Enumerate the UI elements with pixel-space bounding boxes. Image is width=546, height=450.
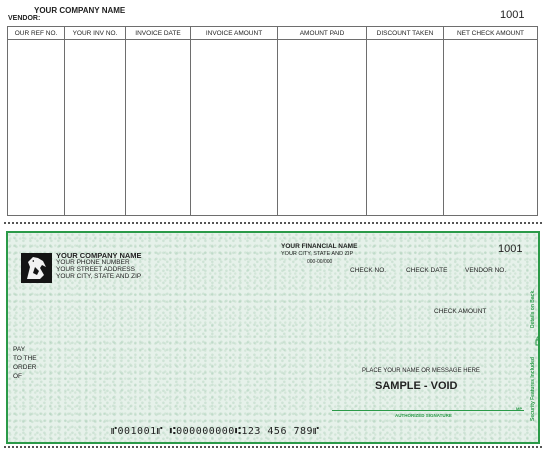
column-header: OUR REF NO. <box>8 27 64 40</box>
column-amount-paid <box>278 27 367 215</box>
stub-vendor-label: VENDOR: <box>8 15 41 22</box>
check-no-label: CHECK NO. <box>350 267 387 274</box>
column-discount-taken <box>367 27 444 215</box>
pay-to-the-order-of <box>13 345 53 381</box>
check-amount-label: CHECK AMOUNT <box>434 308 487 315</box>
company-phone: YOUR PHONE NUMBER <box>56 259 130 266</box>
check-date-label: CHECK DATE <box>406 267 448 274</box>
message-line: PLACE YOUR NAME OR MESSAGE HERE <box>362 368 480 374</box>
vendor-no-label: VENDOR NO. <box>465 267 507 274</box>
remittance-table <box>7 26 538 216</box>
details-on-back-text: Details on Back. <box>530 289 536 328</box>
column-header: NET CHECK AMOUNT <box>444 27 537 40</box>
micr-line: ⑈001001⑈ ⑆000000000⑆123 456 789⑈ <box>111 426 320 437</box>
company-city: YOUR CITY, STATE AND ZIP <box>56 273 142 280</box>
order-label: ORDER <box>13 364 37 371</box>
company-logo <box>21 253 52 283</box>
to-the-label: TO THE <box>13 355 37 362</box>
perforation-line-bottom <box>4 446 542 448</box>
column-header: AMOUNT PAID <box>278 27 366 40</box>
company-address: YOUR STREET ADDRESS <box>56 266 135 273</box>
signature-line <box>332 410 524 411</box>
column-header: YOUR INV NO. <box>65 27 125 40</box>
column-header: INVOICE AMOUNT <box>191 27 277 40</box>
void-text: SAMPLE - VOID <box>375 380 458 392</box>
bank-name: YOUR FINANCIAL NAME <box>281 243 358 250</box>
signature-label: AUTHORIZED SIGNATURE <box>395 413 452 418</box>
signature-mp-mark: MP <box>516 406 522 411</box>
lock-icon <box>535 336 540 346</box>
bank-city: YOUR CITY, STATE AND ZIP <box>281 251 354 257</box>
stub-company-name: YOUR COMPANY NAME <box>34 6 126 15</box>
horse-logo-icon <box>21 253 52 283</box>
perforation-line <box>4 222 542 224</box>
column-header: INVOICE DATE <box>126 27 190 40</box>
security-features-text: Security Features Included <box>530 357 536 421</box>
column-invoice-date <box>126 27 191 215</box>
column-header: DISCOUNT TAKEN <box>367 27 443 40</box>
check-number: 1001 <box>498 243 523 255</box>
column-our-ref-no <box>8 27 65 215</box>
security-side-text <box>530 273 540 433</box>
check-company-name: YOUR COMPANY NAME <box>56 251 142 260</box>
column-invoice-amount <box>191 27 278 215</box>
of-label: OF <box>13 373 23 380</box>
routing-fraction: 000-00/000 <box>307 259 333 265</box>
pay-label: PAY <box>13 346 26 353</box>
column-net-check-amount <box>444 27 537 215</box>
stub-check-number: 1001 <box>500 9 525 21</box>
column-your-inv-no <box>65 27 126 215</box>
check-face <box>6 231 540 444</box>
